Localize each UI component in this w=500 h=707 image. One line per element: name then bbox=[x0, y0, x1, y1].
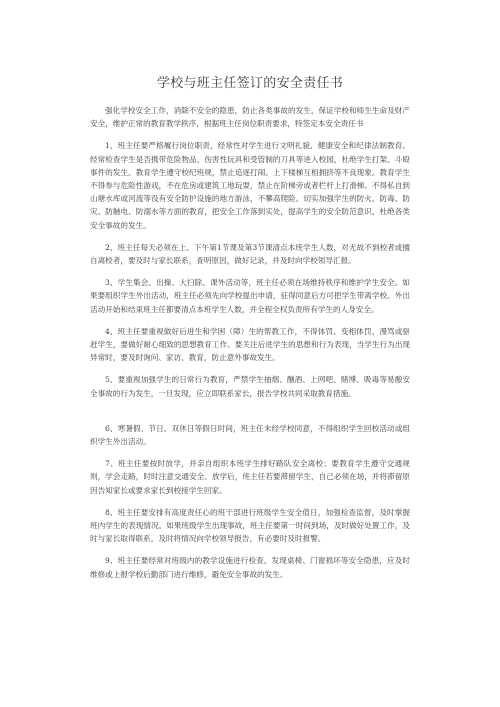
document-title: 学校与班主任签订的安全责任书 bbox=[156, 76, 344, 91]
clause-1-paragraph: 1、班主任要严格履行岗位职责，经常性对学生进行文明礼貌、健康安全和纪律法制教育。经常检查学生是否携带危险物品、伤害性玩具和受管制的刀具等进入校园，杜绝学生打架、斗殴事件的发生。教育学生遵守校纪班规，禁止追逐打闹、上下楼梯互相拥挤等不良现象。教育学生不得参与危险性游戏，不在危房或建筑工地玩耍，禁止在阶梯旁或者栏杆上打滑梯。不得私自到山塘水库或河流等没有安全防护设施的地方游泳，不攀高爬险。切实加强学生的防火、防毒、防灾、防触电、防溺水等方面的教育，把安全工作落到实处，提高学生的安全防范意识，杜绝各类安全事故的发生。 bbox=[90, 141, 410, 230]
clause-9-paragraph: 9、班主任要经常对班级内的教学设施进行检查，发现桌椅、门窗损坏等安全隐患，应及时维修或上报学校后勤部门进行维修，避免安全事故的发生。 bbox=[90, 556, 410, 579]
clause-7-paragraph: 7、班主任要按时放学，并亲自组织本班学生排好路队安全离校；要教育学生遵守交通规则，学会走路，时时注意交通安全。放学后，班主任若要滞留学生，自己必须在场，并将滞留原因告知家长或要求家长到校接学生回家。 bbox=[90, 459, 410, 495]
clause-4-paragraph: 4、班主任要重视做好后进生和学困（障）生的帮教工作，不得体罚、变相体罚、漫骂或驱赶学生，要做好耐心细致的思想教育工作。要关注后进学生的思想和行为表现，当学生行为出现异常时，要及时询问、家访、教育，防止意外事故发生。 bbox=[90, 326, 410, 363]
clause-5-paragraph: 5、要重视加强学生的日常行为教育，严禁学生抽烟、酗酒、上网吧、赌博、吸毒等易酿安全事故的行为发生，一旦发现，应立即联系家长，报告学校共同采取教育措施。 bbox=[90, 375, 410, 398]
clause-8-paragraph: 8、班主任要安排有高度责任心的班干部进行班级学生安全值日，加强检查监督，及时掌握班内学生的表现情况。如果班级学生出现事故，班主任要第一时间到场，及时做好处置工作，及时与家长取得联系，及时将情况向学校领导报告，有必要时及时报警。 bbox=[90, 507, 410, 544]
intro-paragraph: 强化学校安全工作，消除不安全的隐患，防止各类事故的发生，保证学校和师生生命及财产安全，维护正常的教育教学秩序，根据班主任岗位职责要求，特签定本安全责任书 bbox=[90, 106, 410, 129]
clause-2-paragraph: 2、班主任每天必须在上、下午第1节课及第3节课清点本班学生人数，对无故不到校者或擅自离校者，要及时与家长联系，查明原因，做好记录，并及时向学校领导汇报。 bbox=[90, 242, 410, 266]
clause-6-paragraph: 6、寒暑假、节日、双休日等假日时间，班主任未经学校同意，不得组织学生回校活动或组织学生外出活动。 bbox=[90, 423, 410, 447]
clause-3-paragraph: 3、学生集会、出操、大扫除、课外活动等，班主任必须在场维持秩序和维护学生安全。如果要组织学生外出活动，班主任必须先向学校提出申请，征得同意后方可把学生带离学校。外出活动开始和结束班主任都要清点本班学生人数，并全程全权负责所有学生的人身安全。 bbox=[90, 278, 410, 314]
